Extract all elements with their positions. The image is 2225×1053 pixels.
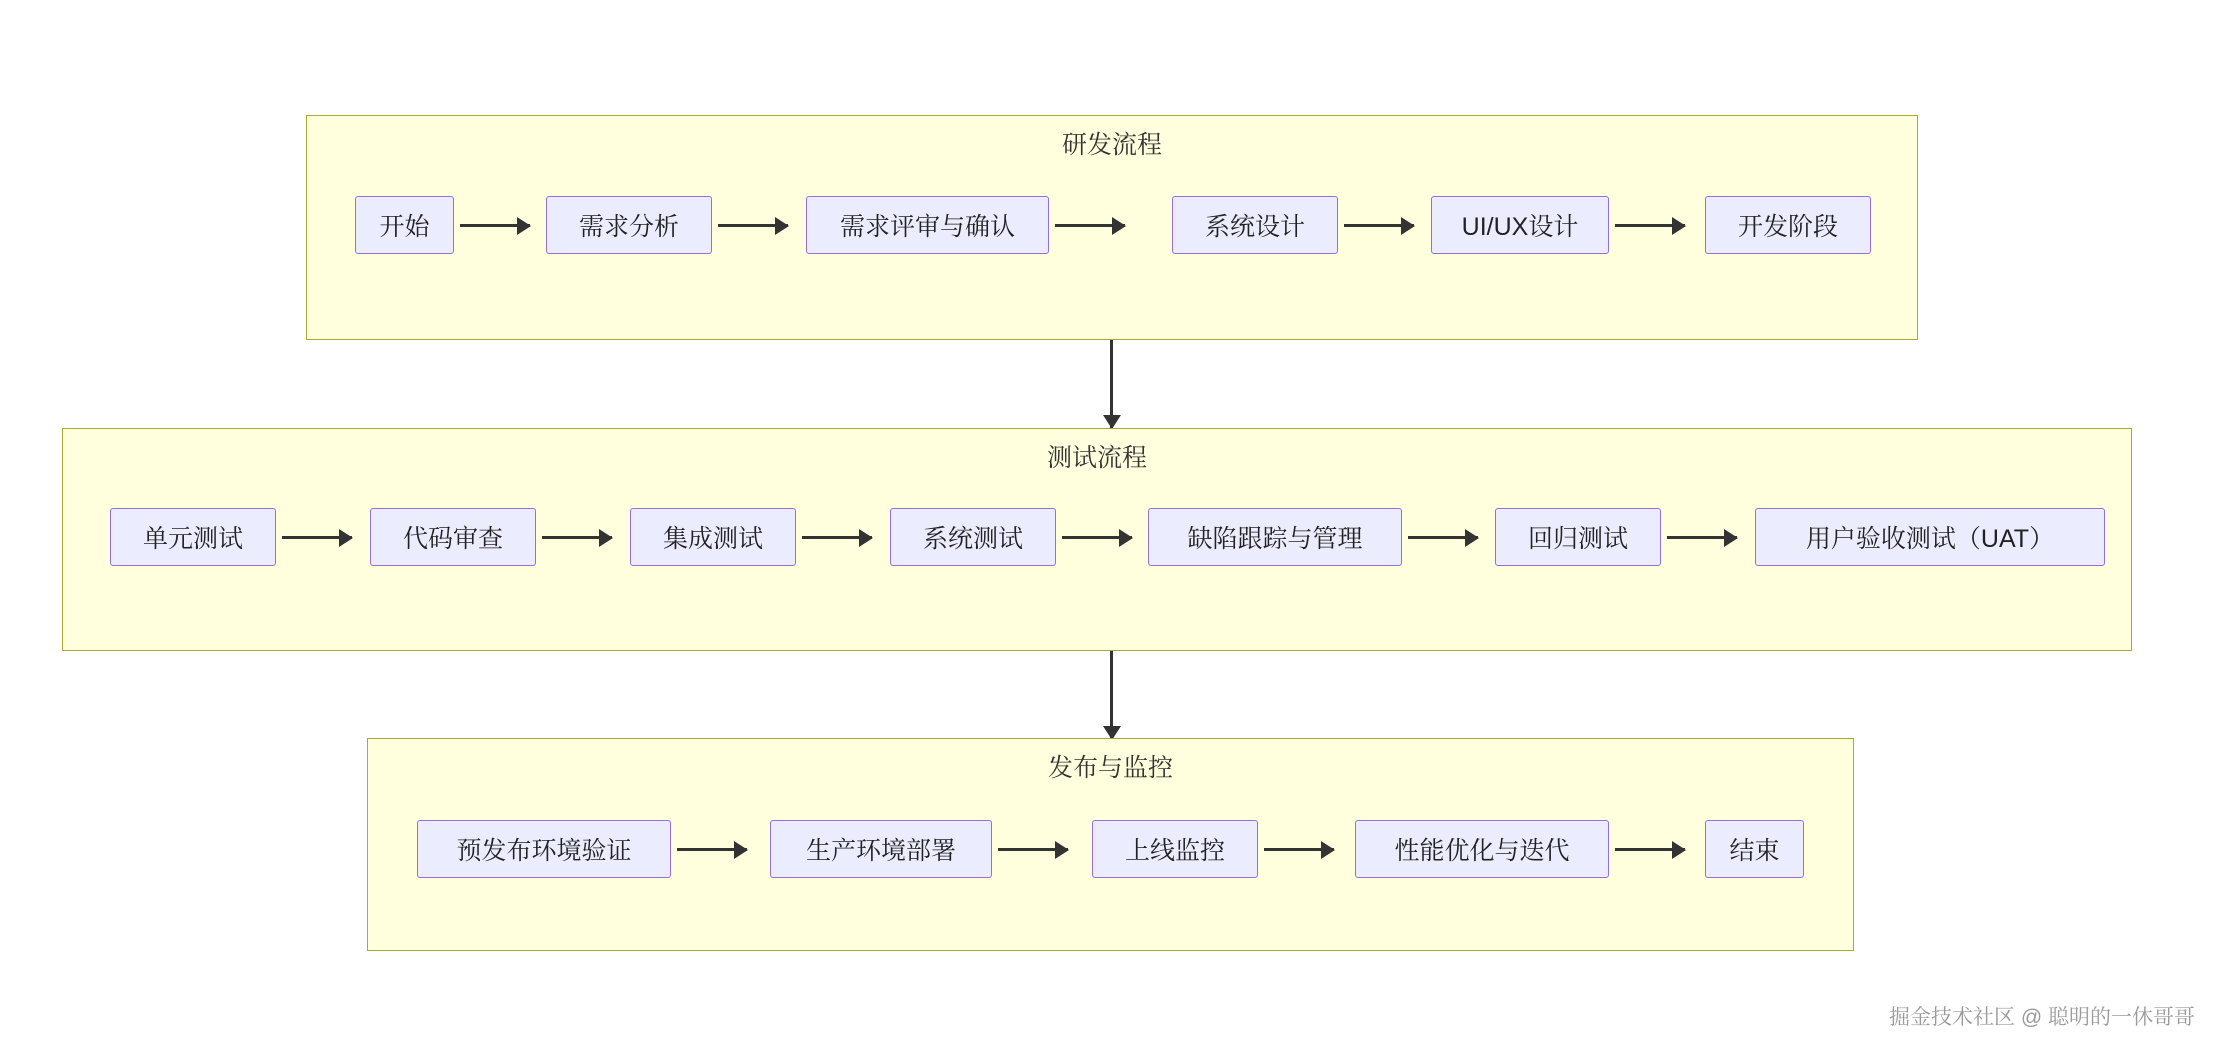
arrow-req-to-review	[718, 224, 788, 227]
node-integration-test[interactable]: 集成测试	[630, 508, 796, 566]
arrow-system-to-defect	[1062, 536, 1132, 539]
node-online-monitoring[interactable]: 上线监控	[1092, 820, 1258, 878]
node-production-deployment[interactable]: 生产环境部署	[770, 820, 992, 878]
arrow-unit-to-codereview	[282, 536, 352, 539]
group-dev-process-title: 研发流程	[1061, 131, 1162, 159]
node-development-stage[interactable]: 开发阶段	[1705, 196, 1871, 254]
node-system-design[interactable]: 系统设计	[1172, 196, 1338, 254]
node-prerelease-verification[interactable]: 预发布环境验证	[417, 820, 671, 878]
node-start[interactable]: 开始	[355, 196, 454, 254]
arrow-monitor-to-optimize	[1264, 848, 1334, 851]
node-end[interactable]: 结束	[1705, 820, 1804, 878]
node-defect-tracking[interactable]: 缺陷跟踪与管理	[1148, 508, 1402, 566]
arrow-dev-to-test	[1110, 340, 1113, 428]
arrow-test-to-release	[1110, 651, 1113, 739]
node-performance-optimization[interactable]: 性能优化与迭代	[1355, 820, 1609, 878]
node-requirement-analysis[interactable]: 需求分析	[546, 196, 712, 254]
node-code-review[interactable]: 代码审查	[370, 508, 536, 566]
watermark-text: 掘金技术社区 @ 聪明的一休哥哥	[1889, 1006, 2195, 1029]
arrow-review-to-sysdesign	[1055, 224, 1125, 227]
node-user-acceptance-test[interactable]: 用户验收测试（UAT）	[1755, 508, 2105, 566]
arrow-start-to-req	[460, 224, 530, 227]
group-release-monitor-title: 发布与监控	[1047, 754, 1173, 782]
arrow-uiux-to-dev	[1615, 224, 1685, 227]
arrow-sysdesign-to-uiux	[1344, 224, 1414, 227]
arrow-regression-to-uat	[1667, 536, 1737, 539]
arrow-defect-to-regression	[1408, 536, 1478, 539]
arrow-deploy-to-monitor	[998, 848, 1068, 851]
node-system-test[interactable]: 系统测试	[890, 508, 1056, 566]
arrow-prerelease-to-deploy	[677, 848, 747, 851]
arrow-optimize-to-end	[1615, 848, 1685, 851]
node-unit-test[interactable]: 单元测试	[110, 508, 276, 566]
node-ui-ux-design[interactable]: UI/UX设计	[1431, 196, 1609, 254]
arrow-codereview-to-integration	[542, 536, 612, 539]
node-requirement-review[interactable]: 需求评审与确认	[806, 196, 1049, 254]
group-test-process-title: 测试流程	[1046, 444, 1147, 472]
arrow-integration-to-system	[802, 536, 872, 539]
node-regression-test[interactable]: 回归测试	[1495, 508, 1661, 566]
